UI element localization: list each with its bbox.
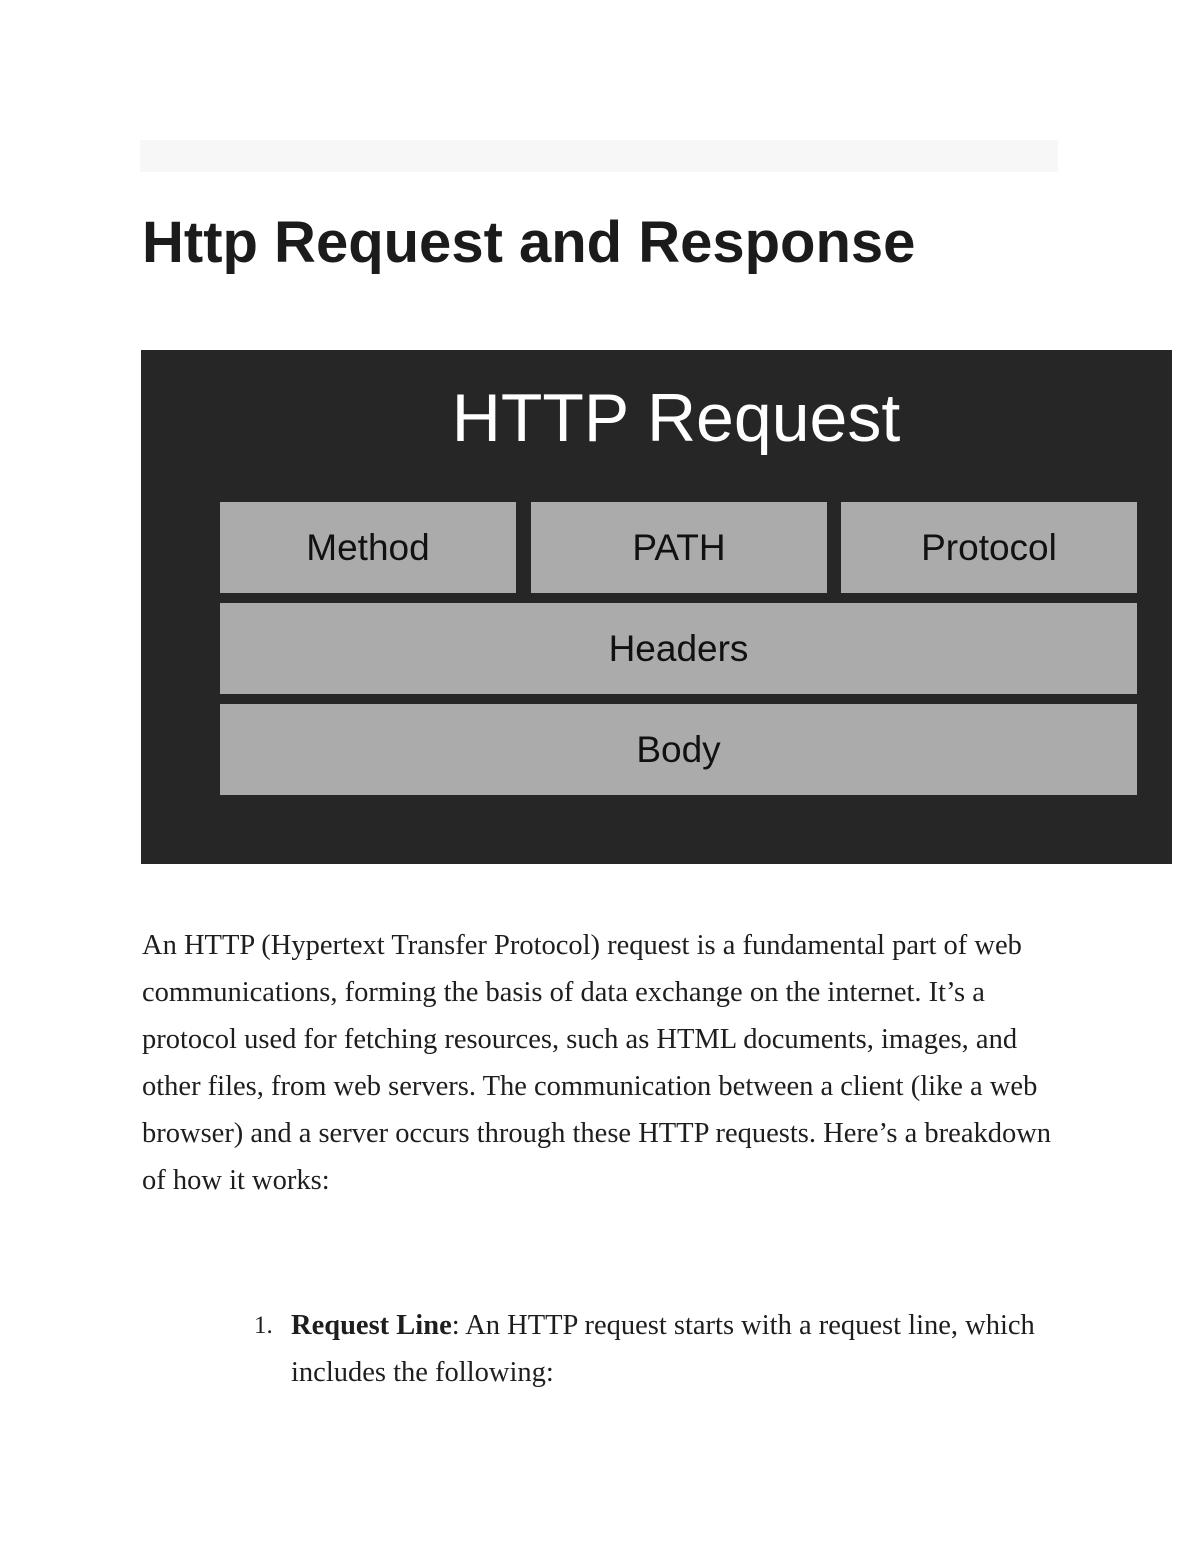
top-banner-bar xyxy=(140,140,1058,172)
diagram-cell-protocol: Protocol xyxy=(841,502,1137,593)
list-item-text: : An HTTP request starts with a request line, which includes the following: xyxy=(291,1310,1035,1388)
list-item-term: Request Line xyxy=(291,1310,452,1341)
steps-list xyxy=(250,1302,1040,1396)
list-item xyxy=(250,1302,1040,1396)
diagram-cell-method: Method xyxy=(220,502,516,593)
diagram-cell-headers: Headers xyxy=(220,603,1137,694)
page-title: Http Request and Response xyxy=(142,210,916,275)
diagram-cell-body: Body xyxy=(220,704,1137,795)
intro-paragraph: An HTTP (Hypertext Transfer Protocol) request is a fundamental part of web communications, forming the basis of data exchange on the internet. It’s a protocol used for fetching resources, such as HTML documents, images, and other files, from web servers. The communication between a client (like a web browser) and a server occurs through these HTTP requests. Here’s a breakdown of how it works: xyxy=(142,930,1052,1196)
diagram-title: HTTP Request xyxy=(451,380,901,456)
list-item-number: 1. xyxy=(254,1312,273,1339)
diagram-cell-path: PATH xyxy=(531,502,827,593)
http-request-diagram xyxy=(141,350,1172,864)
